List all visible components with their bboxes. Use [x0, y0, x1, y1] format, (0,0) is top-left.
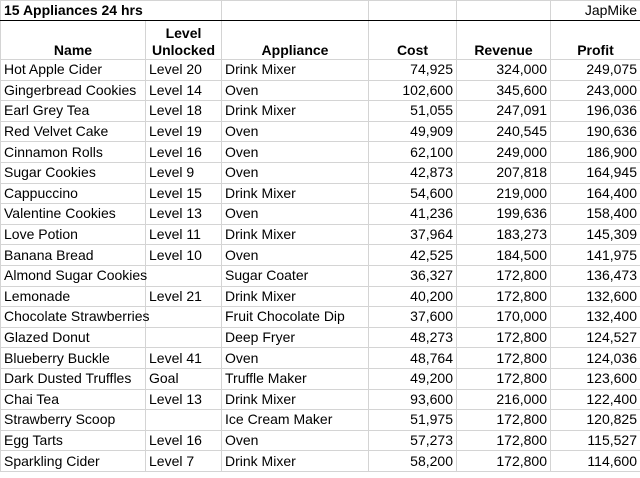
sheet-author[interactable]: JapMike	[551, 1, 640, 21]
cell-name[interactable]: Gingerbread Cookies	[1, 80, 146, 101]
cell-cost[interactable]: 51,055	[369, 101, 457, 122]
table-row	[1, 307, 640, 328]
cell-level[interactable]	[146, 410, 222, 431]
cell-revenue[interactable]: 172,800	[457, 327, 551, 348]
table-row	[1, 80, 640, 101]
title-row	[1, 1, 640, 21]
table-row	[1, 265, 640, 286]
header-level-line2: Unlocked	[151, 42, 215, 58]
cell-cost[interactable]: 74,925	[369, 60, 457, 81]
cell-name[interactable]: Cappuccino	[1, 183, 146, 204]
cell-cost[interactable]: 36,327	[369, 265, 457, 286]
cell-cost[interactable]: 93,600	[369, 389, 457, 410]
cell-profit[interactable]: 123,600	[551, 368, 640, 389]
cell-level[interactable]: Level 20	[146, 60, 222, 81]
cell-level[interactable]: Level 18	[146, 101, 222, 122]
cell-level[interactable]: Level 13	[146, 204, 222, 225]
cell-revenue[interactable]: 216,000	[457, 389, 551, 410]
table-row	[1, 389, 640, 410]
cell-cost[interactable]: 37,964	[369, 224, 457, 245]
sheet-title[interactable]: 15 Appliances 24 hrs	[1, 1, 222, 21]
cell-name[interactable]: Chai Tea	[1, 389, 146, 410]
cell-level[interactable]: Level 10	[146, 245, 222, 266]
cell-profit[interactable]: 164,400	[551, 183, 640, 204]
cell-name[interactable]: Sugar Cookies	[1, 162, 146, 183]
cell-name[interactable]: Lemonade	[1, 286, 146, 307]
table-row	[1, 368, 640, 389]
header-level-line1: Level	[165, 25, 202, 41]
cell-revenue[interactable]: 240,545	[457, 121, 551, 142]
cell-revenue[interactable]: 184,500	[457, 245, 551, 266]
cell-name[interactable]: Love Potion	[1, 224, 146, 245]
cell-level[interactable]: Level 7	[146, 451, 222, 472]
cell-level[interactable]	[146, 265, 222, 286]
cell-cost[interactable]: 40,200	[369, 286, 457, 307]
cell-revenue[interactable]: 172,800	[457, 451, 551, 472]
empty-cell[interactable]	[369, 1, 457, 21]
cell-name[interactable]: Valentine Cookies	[1, 204, 146, 225]
cell-cost[interactable]: 57,273	[369, 430, 457, 451]
table-row	[1, 142, 640, 163]
table-row	[1, 430, 640, 451]
cell-name[interactable]: Banana Bread	[1, 245, 146, 266]
cell-name[interactable]: Egg Tarts	[1, 430, 146, 451]
cell-appliance[interactable]: Oven	[222, 430, 369, 451]
header-name[interactable]: Name	[1, 21, 146, 60]
table-row	[1, 348, 640, 369]
table-row	[1, 224, 640, 245]
cell-appliance[interactable]: Oven	[222, 142, 369, 163]
cell-level[interactable]: Level 19	[146, 121, 222, 142]
table-row	[1, 101, 640, 122]
cell-cost[interactable]: 42,525	[369, 245, 457, 266]
cell-appliance[interactable]: Fruit Chocolate Dip	[222, 307, 369, 328]
cell-profit[interactable]: 249,075	[551, 60, 640, 81]
cell-profit[interactable]: 190,636	[551, 121, 640, 142]
cell-appliance[interactable]: Ice Cream Maker	[222, 410, 369, 431]
cell-revenue[interactable]: 172,800	[457, 286, 551, 307]
cell-appliance[interactable]: Oven	[222, 204, 369, 225]
cell-name[interactable]: Hot Apple Cider	[1, 60, 146, 81]
cell-appliance[interactable]: Oven	[222, 121, 369, 142]
empty-cell[interactable]	[222, 1, 369, 21]
cell-profit[interactable]: 243,000	[551, 80, 640, 101]
header-revenue[interactable]: Revenue	[457, 21, 551, 60]
header-profit[interactable]: Profit	[551, 21, 640, 60]
cell-revenue[interactable]: 170,000	[457, 307, 551, 328]
cell-name[interactable]: Red Velvet Cake	[1, 121, 146, 142]
cell-profit[interactable]: 164,945	[551, 162, 640, 183]
cell-appliance[interactable]: Drink Mixer	[222, 389, 369, 410]
table-row	[1, 60, 640, 81]
cell-profit[interactable]: 141,975	[551, 245, 640, 266]
cell-profit[interactable]: 158,400	[551, 204, 640, 225]
cell-profit[interactable]: 122,400	[551, 389, 640, 410]
cell-cost[interactable]: 49,909	[369, 121, 457, 142]
cell-name[interactable]: Earl Grey Tea	[1, 101, 146, 122]
cell-profit[interactable]: 124,527	[551, 327, 640, 348]
cell-cost[interactable]: 41,236	[369, 204, 457, 225]
cell-appliance[interactable]: Drink Mixer	[222, 101, 369, 122]
cell-revenue[interactable]: 249,000	[457, 142, 551, 163]
cell-cost[interactable]: 51,975	[369, 410, 457, 431]
cell-cost[interactable]: 58,200	[369, 451, 457, 472]
cell-revenue[interactable]: 172,800	[457, 348, 551, 369]
cell-level[interactable]: Level 21	[146, 286, 222, 307]
cell-appliance[interactable]: Oven	[222, 162, 369, 183]
cell-cost[interactable]: 48,764	[369, 348, 457, 369]
empty-cell[interactable]	[457, 1, 551, 21]
cell-name[interactable]: Sparkling Cider	[1, 451, 146, 472]
cell-name[interactable]: Chocolate Strawberries	[1, 307, 146, 328]
cell-appliance[interactable]: Drink Mixer	[222, 60, 369, 81]
cell-revenue[interactable]: 199,636	[457, 204, 551, 225]
cell-level[interactable]: Level 16	[146, 142, 222, 163]
table-row	[1, 327, 640, 348]
cell-level[interactable]: Level 41	[146, 348, 222, 369]
cell-level[interactable]: Goal	[146, 368, 222, 389]
header-appliance[interactable]: Appliance	[222, 21, 369, 60]
cell-profit[interactable]: 145,309	[551, 224, 640, 245]
table-row	[1, 162, 640, 183]
cell-name[interactable]: Dark Dusted Truffles	[1, 368, 146, 389]
header-cost[interactable]: Cost	[369, 21, 457, 60]
cell-appliance[interactable]: Oven	[222, 348, 369, 369]
cell-revenue[interactable]: 172,800	[457, 368, 551, 389]
cell-revenue[interactable]: 247,091	[457, 101, 551, 122]
cell-level[interactable]: Level 16	[146, 430, 222, 451]
cell-profit[interactable]: 132,600	[551, 286, 640, 307]
cell-name[interactable]: Almond Sugar Cookies	[1, 265, 146, 286]
cell-profit[interactable]: 136,473	[551, 265, 640, 286]
cell-profit[interactable]: 186,900	[551, 142, 640, 163]
cell-cost[interactable]: 48,273	[369, 327, 457, 348]
cell-level[interactable]: Level 14	[146, 80, 222, 101]
cell-name[interactable]: Blueberry Buckle	[1, 348, 146, 369]
table-row	[1, 183, 640, 204]
cell-cost[interactable]: 37,600	[369, 307, 457, 328]
cell-profit[interactable]: 196,036	[551, 101, 640, 122]
cell-appliance[interactable]: Drink Mixer	[222, 286, 369, 307]
cell-profit[interactable]: 115,527	[551, 430, 640, 451]
cell-appliance[interactable]: Truffle Maker	[222, 368, 369, 389]
cell-appliance[interactable]: Oven	[222, 80, 369, 101]
cell-profit[interactable]: 120,825	[551, 410, 640, 431]
cell-level[interactable]: Level 13	[146, 389, 222, 410]
cell-profit[interactable]: 132,400	[551, 307, 640, 328]
table-row	[1, 286, 640, 307]
cell-revenue[interactable]: 219,000	[457, 183, 551, 204]
cell-cost[interactable]: 62,100	[369, 142, 457, 163]
cell-appliance[interactable]: Drink Mixer	[222, 183, 369, 204]
cell-appliance[interactable]: Drink Mixer	[222, 451, 369, 472]
cell-appliance[interactable]: Drink Mixer	[222, 224, 369, 245]
cell-level[interactable]: Level 15	[146, 183, 222, 204]
table-row	[1, 245, 640, 266]
cell-level[interactable]: Level 9	[146, 162, 222, 183]
cell-level[interactable]: Level 11	[146, 224, 222, 245]
cell-profit[interactable]: 124,036	[551, 348, 640, 369]
cell-appliance[interactable]: Deep Fryer	[222, 327, 369, 348]
cell-cost[interactable]: 49,200	[369, 368, 457, 389]
table-row	[1, 410, 640, 431]
cell-cost[interactable]: 42,873	[369, 162, 457, 183]
header-level[interactable]	[146, 21, 222, 60]
cell-level[interactable]	[146, 307, 222, 328]
cell-revenue[interactable]: 172,800	[457, 430, 551, 451]
cell-level[interactable]	[146, 327, 222, 348]
cell-cost[interactable]: 102,600	[369, 80, 457, 101]
table-row	[1, 451, 640, 472]
cell-appliance[interactable]: Sugar Coater	[222, 265, 369, 286]
cell-revenue[interactable]: 183,273	[457, 224, 551, 245]
cell-revenue[interactable]: 172,800	[457, 410, 551, 431]
cell-revenue[interactable]: 207,818	[457, 162, 551, 183]
table-row	[1, 204, 640, 225]
cell-revenue[interactable]: 324,000	[457, 60, 551, 81]
cell-revenue[interactable]: 172,800	[457, 265, 551, 286]
cell-appliance[interactable]: Oven	[222, 245, 369, 266]
header-row	[1, 21, 640, 60]
cell-cost[interactable]: 54,600	[369, 183, 457, 204]
cell-profit[interactable]: 114,600	[551, 451, 640, 472]
table-row	[1, 121, 640, 142]
cell-name[interactable]: Cinnamon Rolls	[1, 142, 146, 163]
cell-revenue[interactable]: 345,600	[457, 80, 551, 101]
cell-name[interactable]: Glazed Donut	[1, 327, 146, 348]
cell-name[interactable]: Strawberry Scoop	[1, 410, 146, 431]
